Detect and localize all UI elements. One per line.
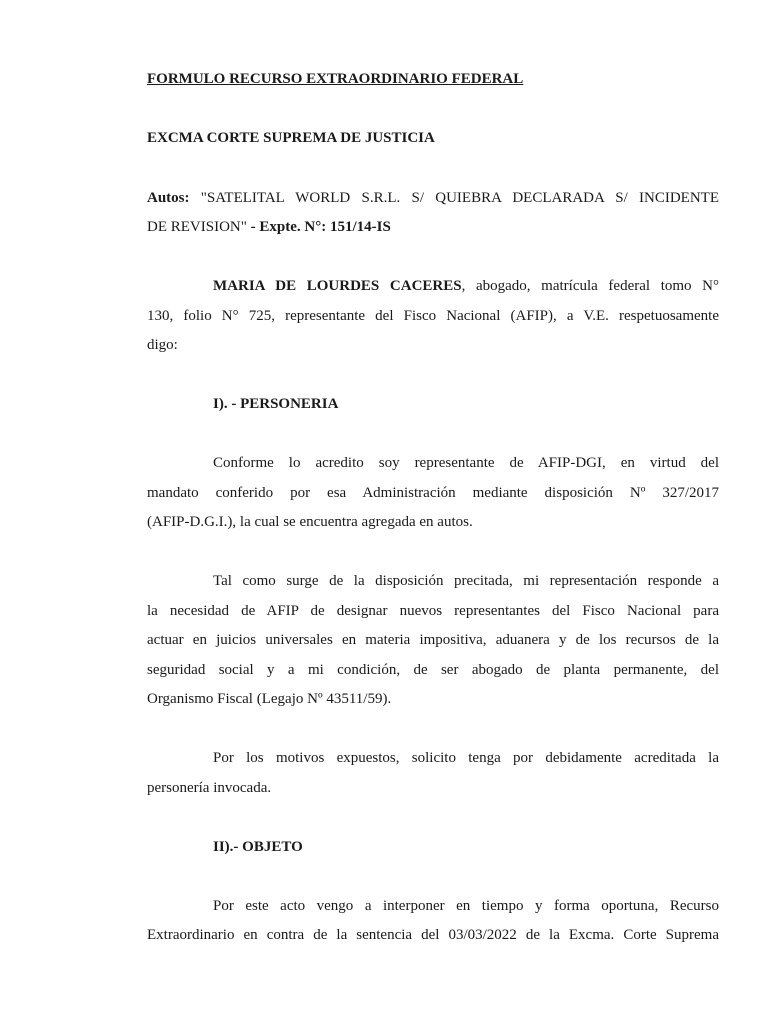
autos-line-2 bbox=[147, 212, 391, 242]
personeria-p1-line-1: Conforme lo acredito soy representante de AFIP-DGI, en virtud del bbox=[213, 455, 719, 471]
autos-caption-2: DE REVISION" bbox=[147, 219, 247, 235]
addressee: EXCMA CORTE SUPREMA DE JUSTICIA bbox=[147, 130, 435, 146]
intro-line-1-rest: , abogado, matrícula federal tomo N° bbox=[461, 278, 719, 294]
personeria-p1-line-2: mandato conferido por esa Administración mediante disposición Nº 327/2017 bbox=[147, 485, 719, 501]
personeria-p2-line-3: actuar en juicios universales en materia impositiva, aduanera y de los recursos de la bbox=[147, 632, 719, 648]
personeria-p2-line-5: Organismo Fiscal (Legajo Nº 43511/59). bbox=[147, 691, 392, 707]
intro-line-1 bbox=[147, 271, 719, 301]
personeria-p3-line-1: Por los motivos expuestos, solicito tenga por debidamente acreditada la bbox=[213, 750, 719, 766]
personeria-p3-line-2: personería invocada. bbox=[147, 780, 272, 796]
document-title: FORMULO RECURSO EXTRAORDINARIO FEDERAL bbox=[147, 71, 524, 87]
section-heading-personeria: I). - PERSONERIA bbox=[213, 396, 339, 412]
objeto-p1-line-2: Extraordinario en contra de la sentencia del 03/03/2022 de la Excma. Corte Suprema bbox=[147, 927, 719, 943]
personeria-p2-line-4: seguridad social y a mi condición, de ser abogado de planta permanente, del bbox=[147, 662, 719, 678]
expte-number: - Expte. N°: 151/14-IS bbox=[250, 219, 391, 235]
intro-line-2: 130, folio N° 725, representante del Fisco Nacional (AFIP), a V.E. respetuosamente bbox=[147, 308, 719, 324]
autos-label: Autos: bbox=[147, 190, 190, 206]
personeria-p2-line-1: Tal como surge de la disposición precitada, mi representación responde a bbox=[213, 573, 719, 589]
lawyer-name: MARIA DE LOURDES CACERES bbox=[213, 278, 462, 294]
personeria-p1-line-3: (AFIP-D.G.I.), la cual se encuentra agregada en autos. bbox=[147, 514, 473, 530]
autos-caption-1: "SATELITAL WORLD S.R.L. S/ QUIEBRA DECLARADA S/ INCIDENTE bbox=[200, 190, 719, 206]
objeto-p1-line-1: Por este acto vengo a interponer en tiempo y forma oportuna, Recurso bbox=[213, 898, 719, 914]
intro-line-3: digo: bbox=[147, 337, 178, 353]
personeria-p2-line-2: la necesidad de AFIP de designar nuevos representantes del Fisco Nacional para bbox=[147, 603, 719, 619]
section-heading-objeto: II).- OBJETO bbox=[213, 839, 303, 855]
autos-line-1 bbox=[147, 183, 719, 213]
